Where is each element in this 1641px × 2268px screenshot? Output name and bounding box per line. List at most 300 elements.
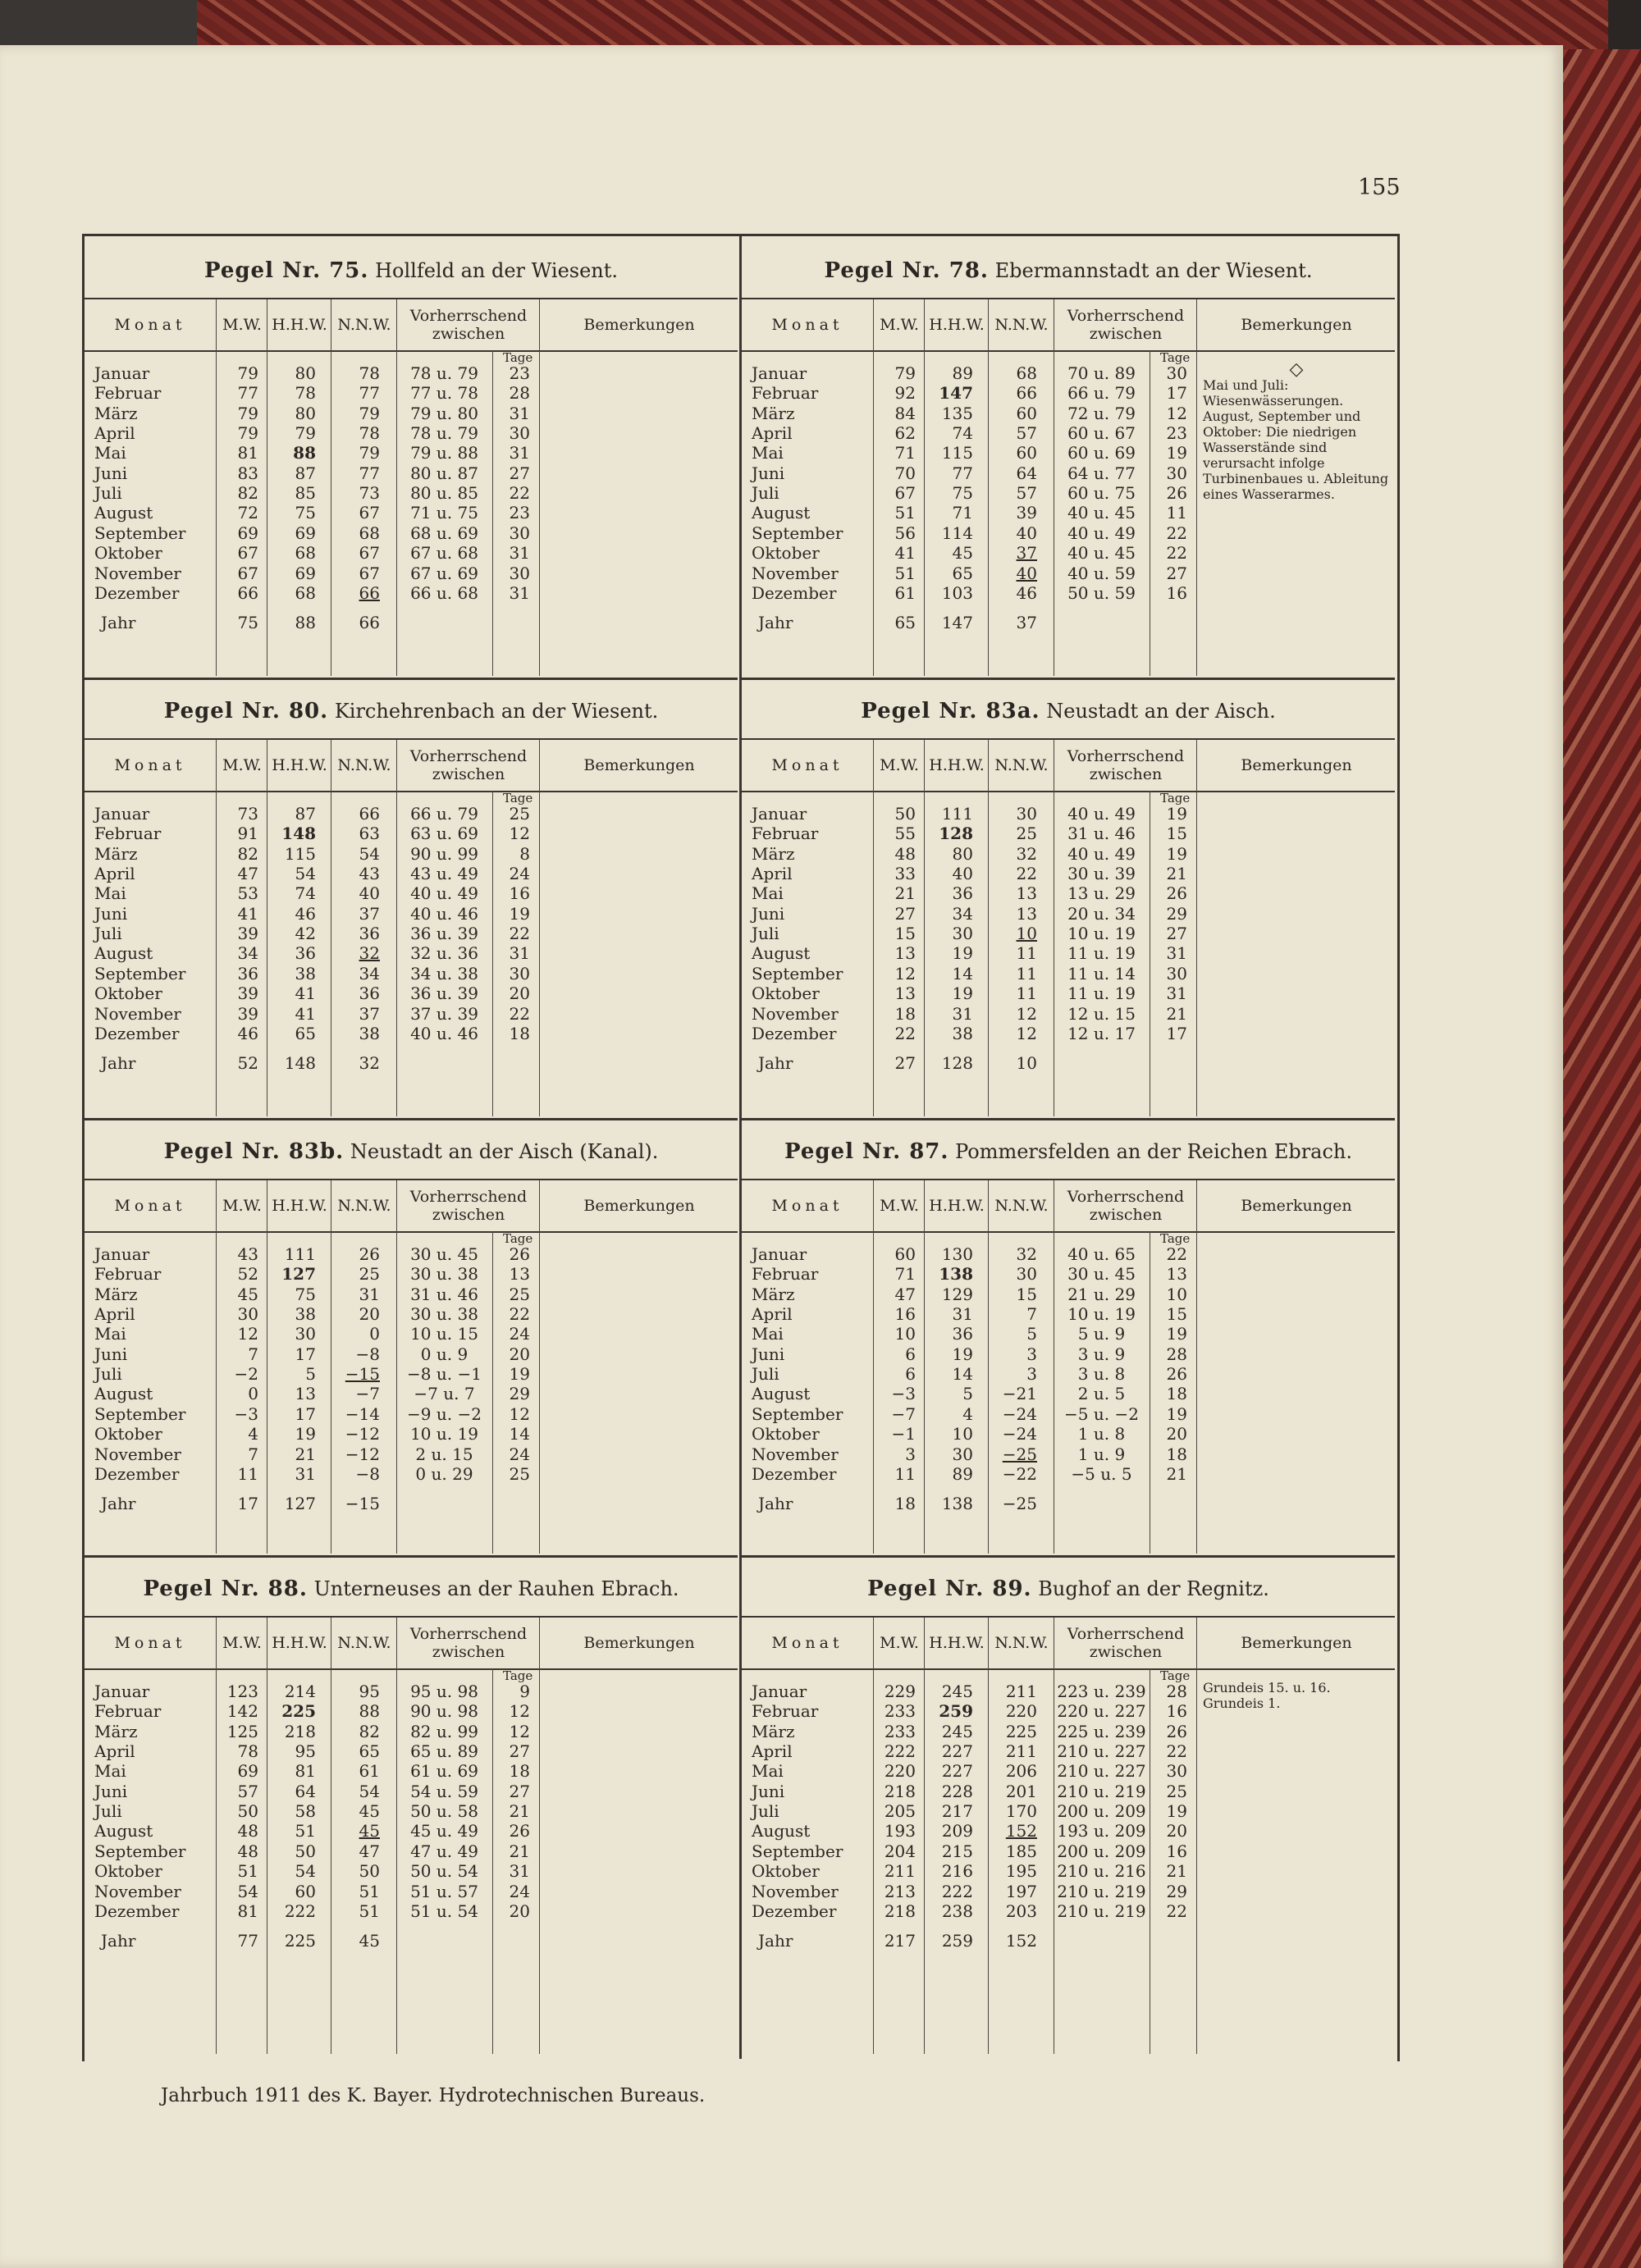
prevailing-range: 79 u. 80 (410, 403, 478, 423)
prevailing-range: 40 u. 49 (410, 883, 478, 904)
prevailing-range: 0 u. 9 (420, 1344, 469, 1364)
year-lowest-water: 10 (1016, 1053, 1037, 1074)
mean-water: 82 (237, 843, 258, 864)
year-highest-water: 127 (284, 1494, 316, 1514)
table-row (85, 1344, 738, 1364)
month-name: November (94, 1003, 181, 1024)
mean-water: 55 (894, 824, 916, 844)
mean-water: 48 (237, 1821, 258, 1841)
gauge-number: Pegel Nr. 78. (824, 258, 989, 283)
highest-water: 222 (284, 1901, 316, 1921)
mean-water: 39 (237, 924, 258, 944)
table-row (85, 423, 738, 443)
header-monat: Monat (771, 1197, 843, 1215)
prevailing-range: 12 u. 17 (1067, 1023, 1136, 1043)
days: 20 (1166, 1821, 1187, 1841)
lowest-water: −12 (345, 1424, 380, 1444)
year-highest-water: 225 (284, 1931, 316, 1951)
table-body (742, 1231, 1395, 1554)
mean-water: 82 (237, 483, 258, 504)
month-name: November (752, 1003, 839, 1024)
lowest-water: −12 (345, 1444, 380, 1464)
lowest-water: 40 (1016, 523, 1037, 543)
year-highest-water: 88 (295, 613, 316, 633)
prevailing-range: 225 u. 239 (1057, 1721, 1146, 1741)
days: 21 (1166, 864, 1187, 884)
table-row (85, 1244, 738, 1264)
header-nnw: N.N.W. (988, 1618, 1054, 1668)
table-row (85, 583, 738, 603)
highest-water: 31 (952, 1003, 973, 1024)
highest-water: 31 (295, 1463, 316, 1484)
mean-water: 62 (894, 423, 916, 444)
days: 22 (1166, 1901, 1187, 1921)
prevailing-range: −8 u. −1 (407, 1364, 482, 1385)
month-name: Mai (752, 443, 784, 463)
days: 25 (509, 1463, 530, 1484)
highest-water: 40 (952, 864, 973, 884)
gauge-number: Pegel Nr. 83a. (861, 699, 1040, 723)
days: 30 (509, 523, 530, 543)
year-highest-water: 138 (941, 1494, 973, 1514)
highest-water: 68 (295, 543, 316, 564)
header-monat: Monat (114, 316, 186, 334)
month-name: Oktober (752, 1861, 820, 1882)
panel-title (742, 1577, 1395, 1601)
header-mw: M.W. (873, 740, 925, 791)
highest-water: 88 (293, 443, 316, 463)
highest-water: 209 (941, 1821, 973, 1841)
header-nnw: N.N.W. (331, 740, 397, 791)
mean-water: 34 (237, 943, 258, 964)
month-name: August (752, 943, 811, 964)
gauge-location: Hollfeld an der Wiesent. (375, 259, 619, 282)
gauge-panel-6 (742, 1121, 1395, 1558)
highest-water: 65 (295, 1023, 316, 1043)
mean-water: 229 (884, 1682, 916, 1701)
month-name: Januar (752, 804, 807, 824)
mean-water: 43 (237, 1244, 258, 1264)
table-row (742, 1722, 1395, 1741)
table-row (85, 844, 738, 864)
prevailing-range: 2 u. 15 (415, 1444, 473, 1464)
prevailing-range: 210 u. 227 (1057, 1761, 1146, 1782)
highest-water: 5 (305, 1364, 316, 1385)
prevailing-range: 210 u. 219 (1057, 1881, 1146, 1901)
month-name: Juli (752, 1364, 779, 1385)
prevailing-range: 1 u. 8 (1077, 1424, 1126, 1444)
highest-water: 14 (952, 963, 973, 983)
year-mean-water: 17 (237, 1494, 258, 1514)
highest-water: 68 (295, 582, 316, 603)
month-name: September (752, 963, 843, 983)
gauge-panel-8 (742, 1558, 1395, 2059)
prevailing-range: 63 u. 69 (410, 824, 478, 844)
table-row (85, 1782, 738, 1801)
month-name: Juli (752, 1801, 779, 1822)
panel-separator (742, 678, 1395, 680)
lowest-water: 57 (1016, 423, 1037, 444)
prevailing-range: 72 u. 79 (1067, 403, 1136, 423)
mean-water: 47 (894, 1284, 916, 1304)
prevailing-range: 61 u. 69 (410, 1761, 478, 1782)
year-row (742, 613, 1395, 632)
mean-water: 48 (237, 1841, 258, 1861)
month-name: August (94, 1821, 153, 1841)
lowest-water: 7 (1026, 1304, 1037, 1325)
highest-water: 42 (295, 924, 316, 944)
lowest-water: 66 (359, 804, 380, 824)
month-name: Januar (94, 1682, 150, 1701)
gauge-panel-1 (85, 240, 738, 681)
prevailing-range: 200 u. 209 (1057, 1841, 1146, 1861)
remarks: ◇ Mai und Juli: Wiesenwässerungen. August, September und Oktober: Die niedrigen Wasserstände sind verursacht infolge Turbinenbaues u. Ableitung eines Wasserarmes. (1203, 359, 1389, 502)
header-mw: M.W. (873, 1180, 925, 1231)
header-mw: M.W. (873, 299, 925, 350)
days: 25 (509, 804, 530, 824)
month-name: Juni (752, 463, 785, 483)
mean-water: 51 (237, 1861, 258, 1882)
table-row (85, 383, 738, 403)
highest-water: 218 (284, 1721, 316, 1741)
month-name: November (752, 563, 839, 583)
mean-water: 79 (237, 403, 258, 423)
highest-water: 5 (962, 1384, 973, 1404)
table-body (85, 1668, 738, 2054)
highest-water: 130 (941, 1244, 973, 1264)
table-row (742, 943, 1395, 963)
header-hhw: H.H.W. (267, 740, 331, 791)
month-name: Januar (752, 363, 807, 383)
lowest-water: −24 (1002, 1424, 1037, 1444)
month-name: Januar (94, 363, 150, 383)
mean-water: 67 (237, 563, 258, 583)
highest-water: 87 (295, 804, 316, 824)
lowest-water: 225 (1005, 1721, 1037, 1741)
lowest-water: 67 (359, 503, 380, 523)
days: 27 (1166, 924, 1187, 944)
header-monat: Monat (114, 1197, 186, 1215)
days: 24 (509, 1444, 530, 1464)
highest-water: 41 (295, 983, 316, 1004)
header-bemerkungen: Bemerkungen (1196, 299, 1396, 350)
mean-water: 13 (894, 983, 916, 1004)
days: 25 (509, 1284, 530, 1304)
highest-water: 85 (295, 483, 316, 504)
table-row (742, 824, 1395, 843)
table-body (85, 791, 738, 1116)
days: 14 (509, 1424, 530, 1444)
highest-water: 80 (952, 843, 973, 864)
year-lowest-water: 37 (1016, 613, 1037, 633)
days: 15 (1166, 824, 1187, 844)
year-mean-water: 77 (237, 1931, 258, 1951)
days: 13 (1166, 1264, 1187, 1285)
mean-water: 233 (884, 1701, 916, 1722)
mean-water: 12 (237, 1324, 258, 1344)
lowest-water: 54 (359, 1781, 380, 1801)
table-row (742, 804, 1395, 824)
gauge-number: Pegel Nr. 80. (163, 699, 329, 723)
highest-water: 215 (941, 1841, 973, 1861)
table-row (85, 1384, 738, 1403)
lowest-water: 13 (1016, 903, 1037, 924)
prevailing-range: 95 u. 98 (410, 1682, 478, 1701)
mean-water: 204 (884, 1841, 916, 1861)
prevailing-range: 47 u. 49 (410, 1841, 478, 1861)
days: 30 (509, 563, 530, 583)
days: 30 (509, 963, 530, 983)
mean-water: 6 (905, 1344, 916, 1364)
table-row (742, 1841, 1395, 1861)
year-highest-water: 128 (941, 1053, 973, 1074)
days: 12 (509, 824, 530, 844)
table-row (85, 1882, 738, 1901)
mean-water: 11 (237, 1463, 258, 1484)
panel-separator (742, 1555, 1395, 1558)
header-hhw: H.H.W. (924, 1180, 989, 1231)
table-row (85, 1821, 738, 1841)
lowest-water: 10 (1016, 924, 1037, 944)
tage-label: Tage (1160, 791, 1191, 805)
table-row (85, 1404, 738, 1424)
lowest-water: 32 (359, 943, 380, 964)
table-row (85, 1741, 738, 1761)
highest-water: 19 (952, 1344, 973, 1364)
month-name: Dezember (752, 1023, 837, 1043)
table-row (742, 523, 1395, 543)
month-name: Juli (94, 1364, 122, 1385)
mean-water: 50 (237, 1801, 258, 1822)
lowest-water: 65 (359, 1741, 380, 1762)
remarks: Grundeis 15. u. 16. Grundeis 1. (1203, 1680, 1331, 1711)
table-row (742, 864, 1395, 883)
lowest-water: 30 (1016, 804, 1037, 824)
lowest-water: 206 (1005, 1761, 1037, 1782)
lowest-water: 68 (1016, 363, 1037, 383)
mean-water: 61 (894, 582, 916, 603)
lowest-water: 11 (1016, 983, 1037, 1004)
prevailing-range: 66 u. 79 (410, 804, 478, 824)
days: 26 (509, 1244, 530, 1264)
panel-title (742, 258, 1395, 283)
days: 16 (509, 883, 530, 904)
header-mw: M.W. (873, 1618, 925, 1668)
lowest-water: 66 (1016, 383, 1037, 404)
highest-water: 31 (952, 1304, 973, 1325)
mean-water: 205 (884, 1801, 916, 1822)
lowest-water: 36 (359, 924, 380, 944)
month-name: Juni (94, 1781, 128, 1801)
prevailing-range: 30 u. 38 (410, 1304, 478, 1325)
year-lowest-water: −25 (1002, 1494, 1037, 1514)
days: 31 (509, 943, 530, 964)
table-row (742, 1424, 1395, 1444)
days: 10 (1166, 1284, 1187, 1304)
month-name: Juli (94, 1801, 122, 1822)
table-row (742, 564, 1395, 583)
lowest-water: −22 (1002, 1463, 1037, 1484)
highest-water: 78 (295, 383, 316, 404)
mean-water: 11 (894, 1463, 916, 1484)
prevailing-range: 193 u. 209 (1057, 1821, 1146, 1841)
mean-water: 15 (894, 924, 916, 944)
days: 31 (509, 543, 530, 564)
header-hhw: H.H.W. (924, 299, 989, 350)
days: 12 (509, 1403, 530, 1424)
table-row (85, 1285, 738, 1304)
month-name: Juni (752, 903, 785, 924)
month-name: Oktober (752, 983, 820, 1004)
highest-water: 103 (941, 582, 973, 603)
gauge-panel-5 (85, 1121, 738, 1558)
highest-water: 80 (295, 403, 316, 423)
lowest-water: 77 (359, 463, 380, 483)
prevailing-range: 210 u. 219 (1057, 1901, 1146, 1921)
highest-water: 54 (295, 864, 316, 884)
month-name: September (94, 1841, 186, 1861)
prevailing-range: 11 u. 19 (1067, 983, 1136, 1004)
month-name: August (94, 943, 153, 964)
lowest-water: 12 (1016, 1003, 1037, 1024)
prevailing-range: 68 u. 69 (410, 523, 478, 543)
prevailing-range: 21 u. 29 (1067, 1284, 1136, 1304)
days: 24 (509, 864, 530, 884)
days: 31 (509, 1861, 530, 1882)
highest-water: 74 (295, 883, 316, 904)
mean-water: 47 (237, 864, 258, 884)
days: 27 (509, 1781, 530, 1801)
lowest-water: −24 (1002, 1403, 1037, 1424)
mean-water: 211 (884, 1861, 916, 1882)
prevailing-range: 64 u. 77 (1067, 463, 1136, 483)
table-row (742, 1285, 1395, 1304)
prevailing-range: 60 u. 67 (1067, 423, 1136, 444)
month-name: März (94, 1284, 138, 1304)
days: 22 (509, 924, 530, 944)
gauge-location: Neustadt an der Aisch. (1046, 700, 1276, 723)
table-row (85, 1024, 738, 1043)
header-mw: M.W. (216, 1180, 267, 1231)
gauge-number: Pegel Nr. 88. (143, 1577, 308, 1601)
lowest-water: 38 (359, 1023, 380, 1043)
tage-label: Tage (503, 350, 533, 365)
header-vorherrschend: Vorherrschend zwischen (396, 1180, 540, 1231)
mean-water: 50 (894, 804, 916, 824)
mean-water: −1 (891, 1424, 916, 1444)
gauge-number: Pegel Nr. 89. (867, 1577, 1032, 1601)
prevailing-range: 67 u. 68 (410, 543, 478, 564)
prevailing-range: 43 u. 49 (410, 864, 478, 884)
lowest-water: 20 (359, 1304, 380, 1325)
month-name: April (94, 1304, 135, 1325)
month-name: März (94, 1721, 138, 1741)
table-header (742, 298, 1395, 352)
panel-title (85, 258, 738, 283)
highest-water: 36 (295, 943, 316, 964)
days: 22 (1166, 1741, 1187, 1762)
highest-water: 4 (962, 1403, 973, 1424)
month-name: August (752, 1384, 811, 1404)
month-name: Dezember (94, 1023, 180, 1043)
lowest-water: 220 (1005, 1701, 1037, 1722)
year-highest-water: 147 (941, 613, 973, 633)
highest-water: 245 (941, 1721, 973, 1741)
mean-water: 12 (894, 963, 916, 983)
days: 21 (509, 1801, 530, 1822)
lowest-water: 95 (359, 1682, 380, 1701)
highest-water: 114 (941, 523, 973, 543)
year-label: Jahr (758, 613, 793, 633)
highest-water: 21 (295, 1444, 316, 1464)
days: 26 (1166, 883, 1187, 904)
prevailing-range: 60 u. 69 (1067, 443, 1136, 463)
table-row (742, 1801, 1395, 1821)
lowest-water: 37 (359, 1003, 380, 1024)
mean-water: 53 (237, 883, 258, 904)
highest-water: 238 (941, 1901, 973, 1921)
month-name: März (752, 843, 795, 864)
highest-water: 69 (295, 523, 316, 543)
table-header (742, 1616, 1395, 1670)
mean-water: 39 (237, 983, 258, 1004)
days: 28 (1166, 1344, 1187, 1364)
header-monat: Monat (771, 756, 843, 774)
prevailing-range: 11 u. 14 (1067, 963, 1136, 983)
gauge-location: Kirchehrenbach an der Wiesent. (334, 700, 659, 723)
lowest-water: 67 (359, 543, 380, 564)
days: 20 (509, 1901, 530, 1921)
highest-water: 30 (952, 924, 973, 944)
month-name: März (752, 403, 795, 423)
lowest-water: 22 (1016, 864, 1037, 884)
highest-water: 228 (941, 1781, 973, 1801)
page-number: 155 (1358, 175, 1401, 200)
gauge-location: Neustadt an der Aisch (Kanal). (350, 1140, 659, 1163)
table-row (742, 964, 1395, 983)
days: 20 (509, 1344, 530, 1364)
lowest-water: 66 (359, 582, 380, 603)
header-vorherrschend: Vorherrschend zwischen (396, 299, 540, 350)
month-name: März (94, 843, 138, 864)
days: 30 (1166, 1761, 1187, 1782)
mean-water: 33 (894, 864, 916, 884)
month-name: Juli (94, 924, 122, 944)
table-row (742, 1882, 1395, 1901)
prevailing-range: 3 u. 8 (1077, 1364, 1126, 1385)
prevailing-range: 40 u. 45 (1067, 503, 1136, 523)
header-bemerkungen: Bemerkungen (1196, 1618, 1396, 1668)
table-header (742, 738, 1395, 792)
table-row (742, 983, 1395, 1003)
highest-water: 216 (941, 1861, 973, 1882)
table-body (742, 791, 1395, 1116)
month-name: Januar (94, 1244, 150, 1264)
header-vorherrschend: Vorherrschend zwischen (1054, 1180, 1197, 1231)
prevailing-range: 82 u. 99 (410, 1721, 478, 1741)
mean-water: 79 (237, 363, 258, 383)
month-name: Juni (752, 1781, 785, 1801)
mean-water: 27 (894, 903, 916, 924)
lowest-water: −15 (345, 1364, 380, 1385)
highest-water: 75 (295, 503, 316, 523)
lowest-water: 68 (359, 523, 380, 543)
header-vorherrschend: Vorherrschend zwischen (396, 1618, 540, 1668)
days: 12 (509, 1721, 530, 1741)
lowest-water: 37 (359, 903, 380, 924)
month-name: Oktober (94, 1861, 162, 1882)
highest-water: 58 (295, 1801, 316, 1822)
